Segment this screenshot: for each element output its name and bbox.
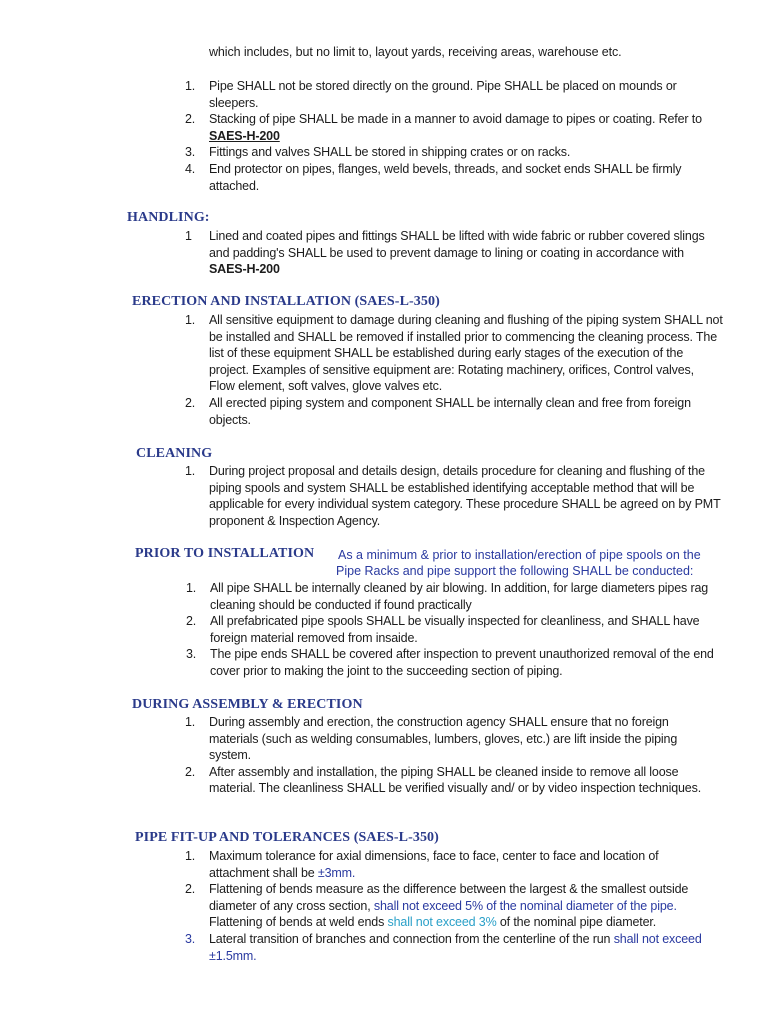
- intro-text: which includes, but no limit to, layout yards, receiving areas, warehouse etc.: [209, 45, 622, 59]
- prior-note-line2: Pipe Racks and pipe support the following SHALL be conducted:: [336, 564, 694, 578]
- prior-list: [186, 580, 722, 680]
- list-item: 1 Lined and coated pipes and fittings SHALL be lifted with wide fabric or rubber covered slings and padding's SHALL be used to prevent damage to lining or coating in accordance with SAES-H-200: [185, 229, 705, 277]
- list-item: 1. Maximum tolerance for axial dimensions, face to face, center to face and location of attachment shall be ±3mm.: [185, 849, 659, 880]
- list-item: 1. Pipe SHALL not be stored directly on the ground. Pipe SHALL be placed on mounds or sleepers.: [185, 79, 677, 110]
- section-heading-fitup: PIPE FIT-UP AND TOLERANCES (SAES-L-350): [135, 830, 439, 845]
- section-heading-handling: HANDLING:: [127, 210, 210, 225]
- storage-list: [185, 78, 719, 194]
- section-heading-assembly: DURING ASSEMBLY & ERECTION: [132, 697, 363, 712]
- list-item: 2. All prefabricated pipe spools SHALL be visually inspected for cleanliness, and SHALL have foreign material removed from insaide.: [186, 614, 700, 645]
- standard-reference: SAES-H-200: [209, 128, 280, 143]
- list-item: 2. All erected piping system and component SHALL be internally clean and free from foreign objects.: [185, 395, 691, 427]
- erection-list: [185, 312, 723, 428]
- list-item: 3. Lateral transition of branches and connection from the centerline of the run shall not exceed ±1.5mm.: [185, 931, 702, 963]
- list-item: 2. After assembly and installation, the piping SHALL be cleaned inside to remove all loose material. The cleanliness SHALL be verified visually and/ or by video inspection techniques.: [185, 764, 702, 796]
- list-item: 1. During project proposal and details design, details procedure for cleaning and flushing of the piping spools and system SHALL be established identifying acceptable method that will be applicable for every individual system category. These procedure SHALL be agreed on by PMT proponent & Inspection Agency.: [185, 464, 721, 528]
- section-heading-prior: PRIOR TO INSTALLATION: [135, 546, 315, 561]
- standard-reference: SAES-H-200: [209, 262, 280, 277]
- handling-list: [185, 228, 721, 278]
- tolerance-value: ±3mm.: [317, 865, 356, 880]
- tolerance-limit: shall not exceed 3%: [387, 915, 497, 930]
- tolerance-limit: shall not exceed 5% of the nominal diameter of the pipe.: [373, 898, 677, 913]
- cleaning-list: [185, 463, 723, 529]
- list-item: 2. Flattening of bends measure as the difference between the largest & the smallest outside diameter of any cross section, shall not exceed 5% of the nominal diameter of the pipe. Flattening of bends at weld ends shall not exceed 3% of the nominal pipe diameter.: [185, 882, 689, 930]
- list-item: 1. All sensitive equipment to damage during cleaning and flushing of the piping system SHALL not be installed and SHALL be removed if installed prior to commencing the cleaning process. The list of these equipment SHALL be established during early stages of the execution of the project. Examples of sensitive equipment are: Rotating machinery, orifices, Control valves, Flow element, soft valves, glove valves etc.: [185, 313, 723, 394]
- list-item: 3. The pipe ends SHALL be covered after inspection to prevent unauthorized removal of the end cover prior to making the joint to the succeeding section of piping.: [186, 647, 714, 678]
- section-heading-cleaning: CLEANING: [136, 446, 213, 461]
- list-item: 4. End protector on pipes, flanges, weld bevels, threads, and socket ends SHALL be firmly attached.: [185, 161, 682, 193]
- list-item: 3. Fittings and valves SHALL be stored in shipping crates or on racks.: [185, 145, 571, 160]
- fitup-list: [185, 848, 717, 964]
- tolerance-limit: shall not exceed ±1.5mm.: [209, 931, 702, 963]
- list-item: 2. Stacking of pipe SHALL be made in a manner to avoid damage to pipes or coating. Refer to SAES-H-200: [185, 112, 702, 143]
- list-item: 1. During assembly and erection, the construction agency SHALL ensure that no foreign materials (such as welding consumables, lumbers, gloves, etc.) are lift inside the piping system.: [185, 715, 678, 763]
- prior-note-line1: As a minimum & prior to installation/erection of pipe spools on the: [338, 548, 701, 562]
- assembly-list: [185, 714, 719, 797]
- list-item: 1. All pipe SHALL be internally cleaned by air blowing. In addition, for large diameters pipes rag cleaning should be conducted if found practically: [186, 581, 709, 612]
- section-heading-erection: ERECTION AND INSTALLATION (SAES-L-350): [132, 294, 440, 309]
